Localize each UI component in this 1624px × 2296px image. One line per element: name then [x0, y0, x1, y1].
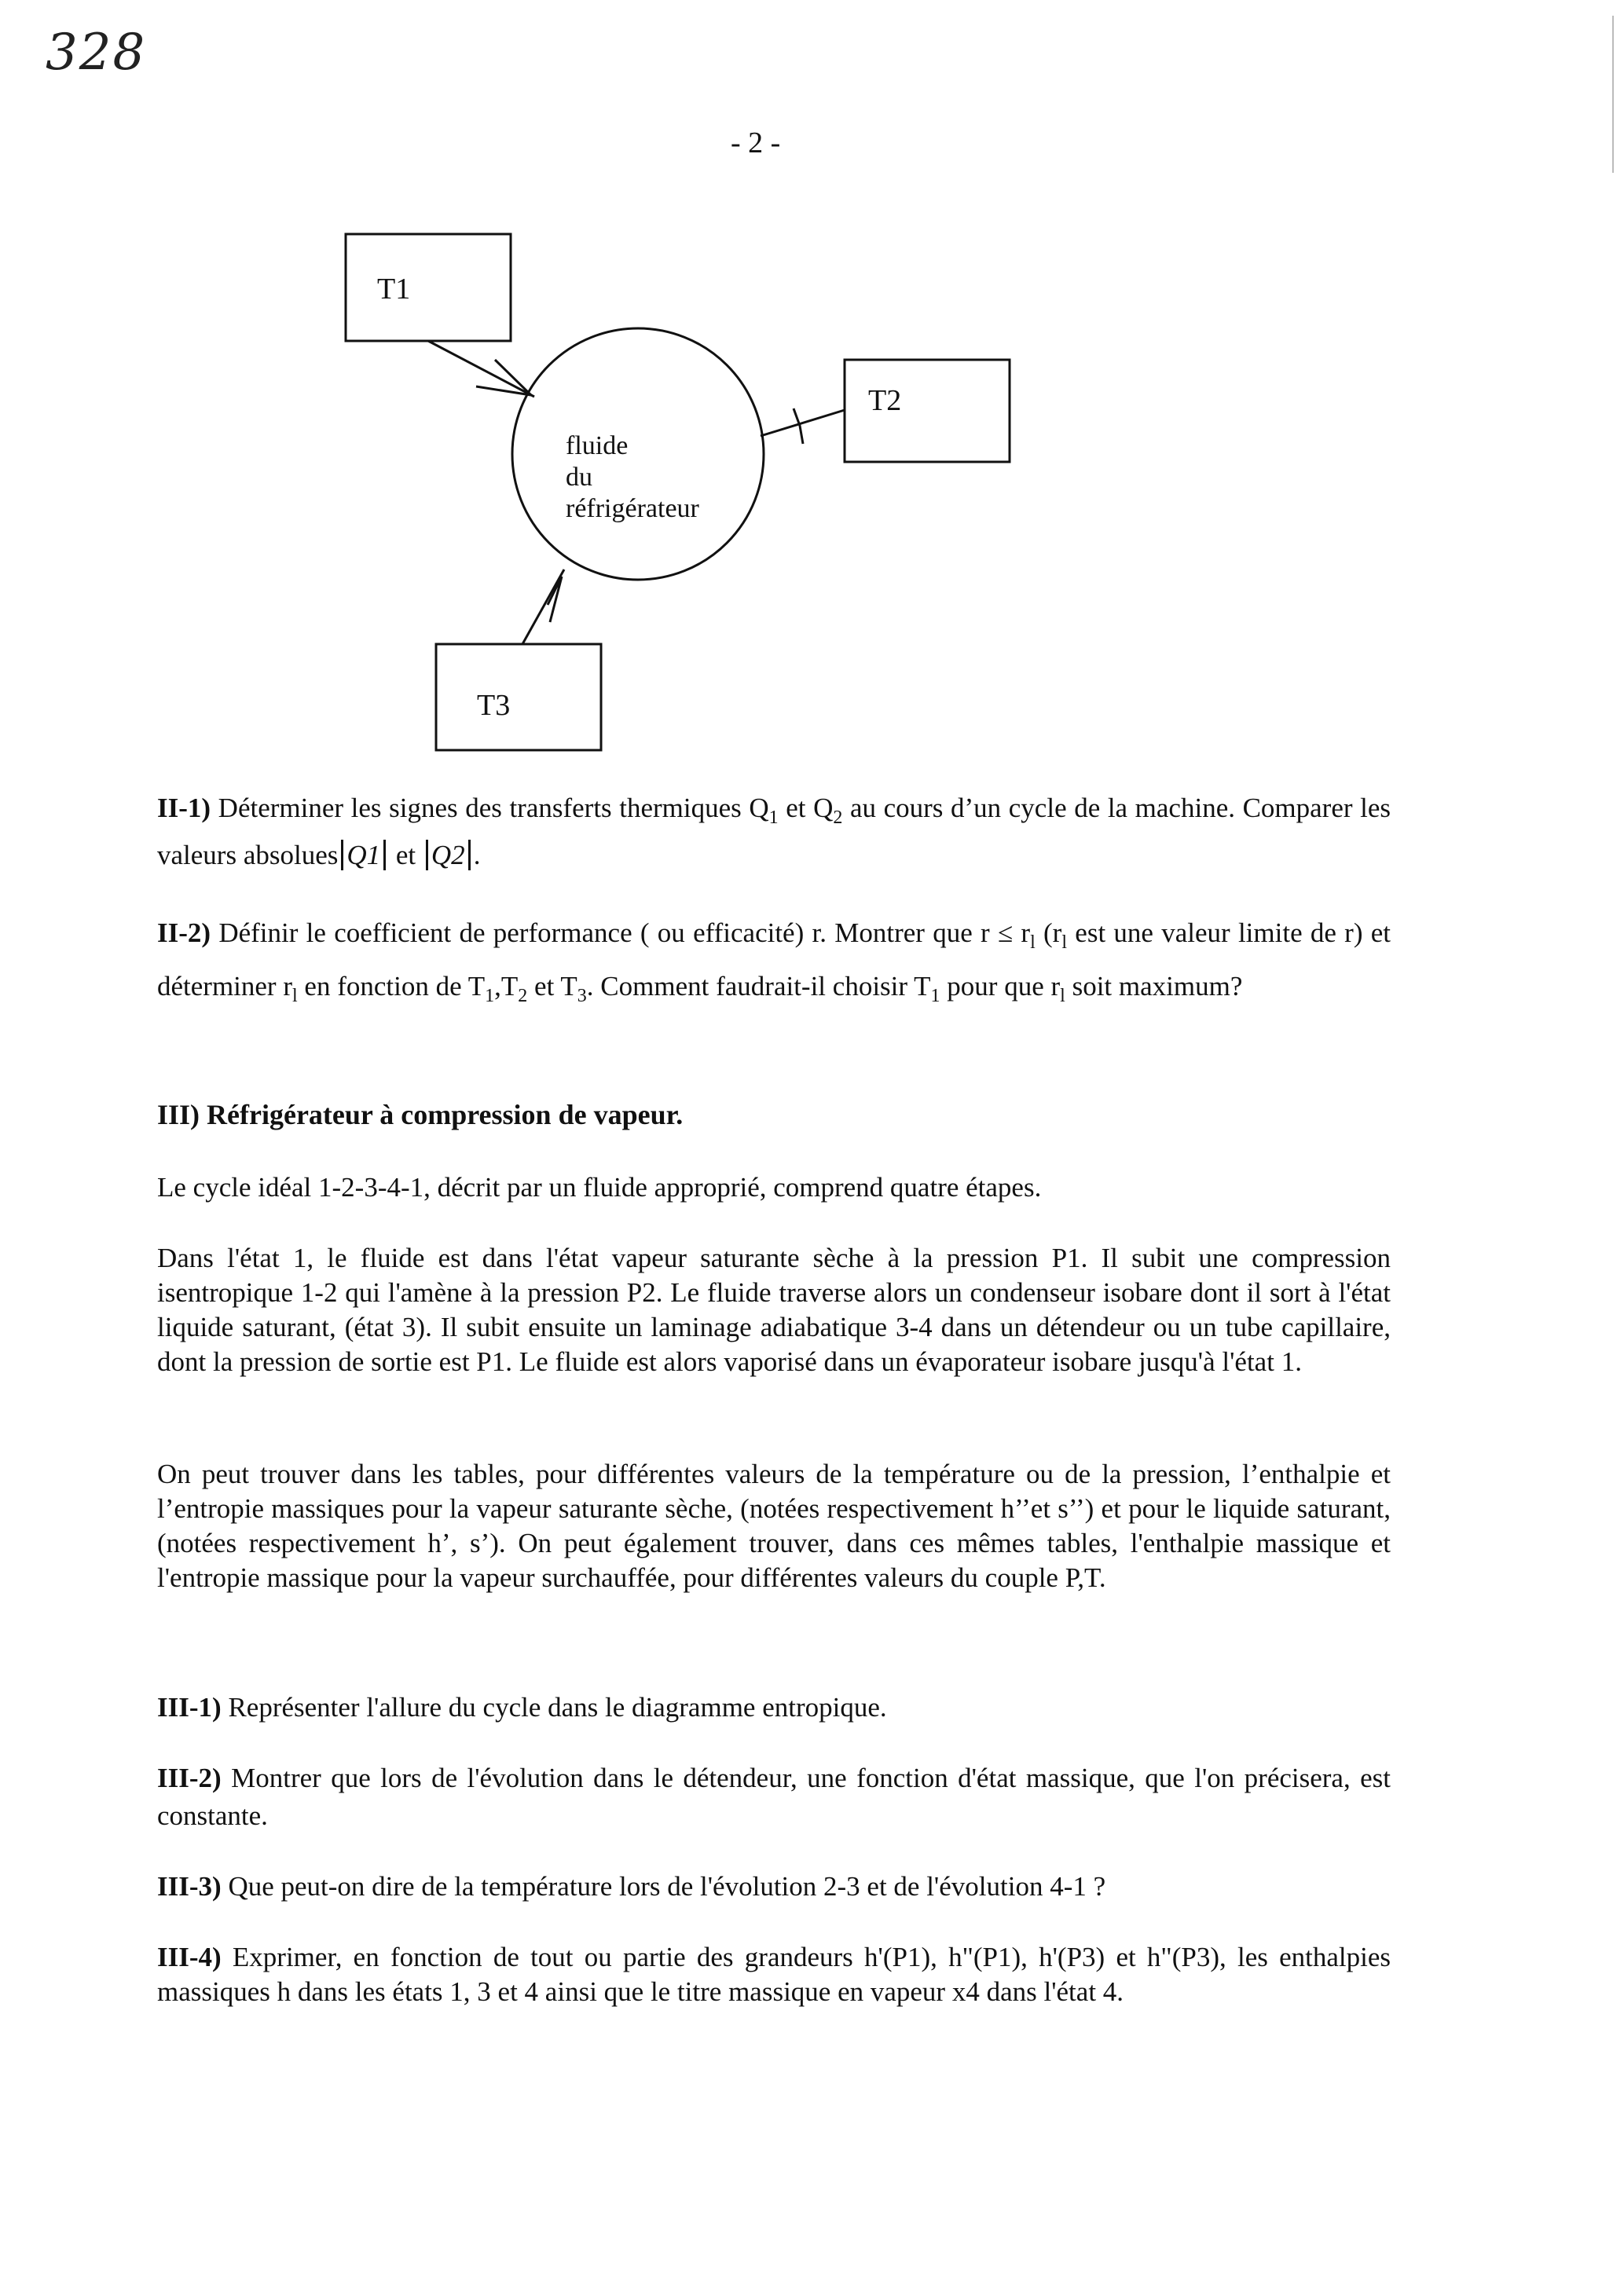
question-3-1: III-1) Représenter l'allure du cycle dans le diagramme entropique. — [157, 1692, 887, 1723]
page-number: - 2 - — [731, 126, 781, 159]
question-label: II-2) — [157, 917, 211, 948]
question-label: III-3) — [157, 1871, 222, 1902]
t2-label: T2 — [868, 384, 902, 417]
arrow-t3-head — [548, 577, 562, 622]
t1-box — [346, 234, 511, 341]
refrigerator-diagram — [0, 0, 1624, 785]
question-3-3: III-3) Que peut-on dire de la température lors de l'évolution 2-3 et de l'évolution 4-1 ? — [157, 1871, 1106, 1902]
question-2-2: II-2) Définir le coefficient de performance ( ou efficacité) r. Montrer que $r \le r_l$ ($r_l$ est une valeur limite de r) et déterminer $r_l$ en fonction de $T_1,T_2$ et $T_3$. Comment faudrait-il choisir $T_1$ pour que $r_l$ soit maximum? — [157, 917, 1391, 1006]
t3-box — [436, 644, 601, 750]
t1-label: T1 — [377, 273, 411, 306]
question-label: III-2) — [157, 1763, 222, 1793]
fluid-circle — [512, 328, 764, 580]
fluid-label-line1: fluide — [566, 431, 629, 460]
handwritten-page-number: 328 — [46, 24, 147, 82]
arrow-t2-line — [761, 410, 845, 436]
abs-q1: Q1 — [341, 840, 386, 870]
fluid-label-line3: réfrigérateur — [566, 494, 699, 523]
t3-label: T3 — [477, 689, 511, 722]
abs-q2: Q2 — [426, 840, 471, 870]
paragraph-2: Dans l'état 1, le fluide est dans l'état vapeur saturante sèche à la pression P1. Il subit une compression isentropique 1-2 qui l'amène à la pression P2. Le fluide traverse alors un condenseur isobare dont il sort à l'état liquide saturant, (état 3). Il subit ensuite un laminage adiabatique 3-4 dans un détendeur ou un tube capillaire, dont la pression de sortie est P1. Le fluide est alors vaporisé dans un évaporateur isobare jusqu'à l'état 1. — [157, 1243, 1391, 1377]
question-label: III-1) — [157, 1692, 222, 1723]
paragraph-3: On peut trouver dans les tables, pour différentes valeurs de la température ou de la pression, l’enthalpie et l’entropie massiques pour la vapeur saturante sèche, (notées respectivement h’’et s’’) et pour le liquide saturant, (notées respectivement h’, s’). On peut également trouver, dans ces mêmes tables, l'enthalpie massique et l'entropie massique pour la vapeur surchauffée, pour différentes valeurs du couple P,T. — [157, 1459, 1391, 1593]
section-3-title: III) Réfrigérateur à compression de vapeur. — [157, 1099, 684, 1130]
question-3-2: III-2) Montrer que lors de l'évolution dans le détendeur, une fonction d'état massique, que l'on précisera, est constante. — [157, 1763, 1391, 1831]
fluid-label-line2: du — [566, 463, 592, 492]
question-2-1: II-1) Déterminer les signes des transferts thermiques $Q_1$ et $Q_2$ au cours d’un cycle de la machine. Comparer les valeurs absolues Q1 et Q2 . — [157, 793, 1391, 870]
paragraph-1: Le cycle idéal 1-2-3-4-1, décrit par un fluide approprié, comprend quatre étapes. — [157, 1172, 1042, 1203]
question-3-4: III-4) Exprimer, en fonction de tout ou partie des grandeurs h'(P1), h"(P1), h'(P3) et h"(P3), les enthalpies massiques h dans les états 1, 3 et 4 ainsi que le titre massique en vapeur x4 dans l'état 4. — [157, 1942, 1391, 2007]
question-label: II-1) — [157, 793, 211, 823]
arrow-t3-line — [522, 569, 564, 644]
question-label: III-4) — [157, 1942, 222, 1972]
